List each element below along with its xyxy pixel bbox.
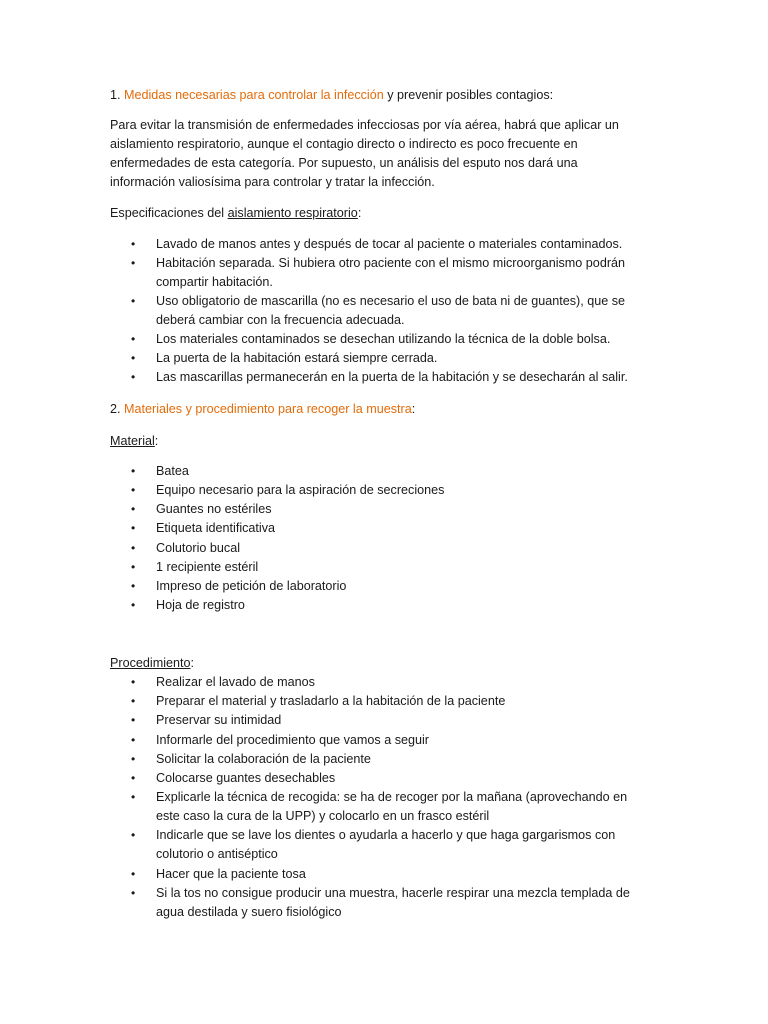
bullet-icon: • [131,502,136,516]
bullet-icon: • [131,694,136,708]
bullet-icon: • [131,579,136,593]
section-1-number: 1. [110,88,121,102]
bullet-icon: • [131,521,136,535]
spec-suffix: : [357,206,362,220]
bullet-icon: • [131,464,136,478]
list-item-text: Indicarle que se lave los dientes o ayudarla a hacerlo y que haga gargarismos con colutorio o antiséptico [156,828,616,861]
bullet-icon: • [131,370,136,384]
section-2-number: 2. [110,402,121,416]
bullet-icon: • [131,790,136,804]
list-item-text: Uso obligatorio de mascarilla (no es necesario el uso de bata ni de guantes), que se deberá cambiar con la frecuencia adecuada. [156,294,626,327]
bullet-icon: • [131,332,136,346]
bullet-icon: • [131,867,136,881]
section-2-heading [110,400,415,418]
bullet-icon: • [131,713,136,727]
list-item-text: Colocarse guantes desechables [156,771,336,785]
list-item-text: Hacer que la paciente tosa [156,867,306,881]
bullet-icon: • [131,771,136,785]
list-item-text: Preservar su intimidad [156,713,282,727]
bullet-icon: • [131,752,136,766]
list-item-text: 1 recipiente estéril [156,560,259,574]
intro-line: información valiosísima para controlar y tratar la infección. [110,175,435,189]
list-item-text: Solicitar la colaboración de la paciente [156,752,371,766]
list-item-text: Impreso de petición de laboratorio [156,579,347,593]
bullet-icon: • [131,598,136,612]
list-item-text: Guantes no estériles [156,502,272,516]
bullet-icon: • [131,886,136,900]
section-1-title-highlight: Medidas necesarias para controlar la infección [124,88,384,102]
bullet-icon: • [131,828,136,842]
bullet-icon: • [131,237,136,251]
list-item-text: Colutorio bucal [156,541,241,555]
bullet-icon: • [131,483,136,497]
material-heading [110,432,158,450]
intro-line: aislamiento respiratorio, aunque el contagio directo o indirecto es poco frecuente en [110,137,578,151]
spec-heading [110,204,361,222]
bullet-icon: • [131,256,136,270]
procedure-heading-text: Procedimiento [110,656,191,670]
bullet-icon: • [131,733,136,747]
intro-line: Para evitar la transmisión de enfermedades infecciosas por vía aérea, habrá que aplicar un [110,118,619,132]
bullet-icon: • [131,351,136,365]
section-1-heading [110,86,553,104]
list-item-text: Preparar el material y trasladarlo a la habitación de la paciente [156,694,506,708]
bullet-icon: • [131,560,136,574]
list-item-text: Informarle del procedimiento que vamos a seguir [156,733,430,747]
material-heading-suffix: : [154,434,159,448]
list-item-text: Habitación separada. Si hubiera otro paciente con el mismo microorganismo podrán compartir habitación. [156,256,626,289]
list-item-text: Hoja de registro [156,598,245,612]
intro-line: enfermedades de esta categoría. Por supuesto, un análisis del esputo nos dará una [110,156,578,170]
spec-underlined: aislamiento respiratorio [227,206,358,220]
list-item-text: Los materiales contaminados se desechan utilizando la técnica de la doble bolsa. [156,332,611,346]
bullet-icon: • [131,541,136,555]
procedure-heading-suffix: : [190,656,195,670]
list-item-text: Las mascarillas permanecerán en la puerta de la habitación y se desecharán al salir. [156,370,628,384]
spec-prefix: Especificaciones del [110,206,228,220]
bullet-icon: • [131,294,136,308]
material-heading-text: Material [110,434,155,448]
list-item-text: Lavado de manos antes y después de tocar al paciente o materiales contaminados. [156,237,623,251]
list-item-text: Explicarle la técnica de recogida: se ha de recoger por la mañana (aprovechando en este caso la cura de la UPP) y colocarlo en un frasco estéril [156,790,628,823]
section-2-title-rest: : [411,402,416,416]
list-item-text: Si la tos no consigue producir una muestra, hacerle respirar una mezcla templada de agua destilada y suero fisiológico [156,886,630,919]
procedure-heading [110,654,194,672]
section-1-title-rest: y prevenir posibles contagios: [383,88,554,102]
list-item-text: Batea [156,464,189,478]
bullet-icon: • [131,675,136,689]
list-item-text: La puerta de la habitación estará siempre cerrada. [156,351,438,365]
list-item-text: Equipo necesario para la aspiración de secreciones [156,483,445,497]
section-2-title-highlight: Materiales y procedimiento para recoger la muestra [124,402,412,416]
list-item-text: Etiqueta identificativa [156,521,276,535]
list-item-text: Realizar el lavado de manos [156,675,315,689]
